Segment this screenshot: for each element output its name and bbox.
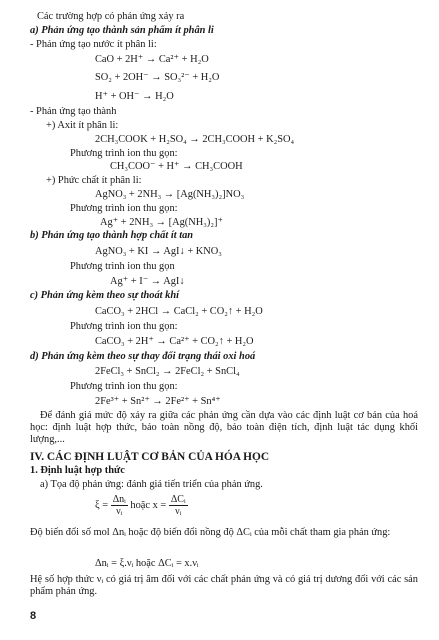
ion-label-c: Phương trình ion thu gọn: bbox=[70, 321, 178, 332]
fraction-dc bbox=[169, 494, 188, 517]
fraction-dn bbox=[111, 494, 128, 517]
fraction-dn-numerator: Δnᵢ bbox=[112, 494, 126, 505]
equation-d1: 2FeCl₃ + SnCl₂ → 2FeCl₂ + SnCl₄ bbox=[95, 366, 240, 377]
equation-a4: 2CH₃COOK + H₂SO₄ → 2CH₃COOH + K₂SO₄ bbox=[95, 134, 295, 145]
section-iv-subheading: 1. Định luật hợp thức bbox=[30, 465, 125, 476]
section-iv-heading: IV. CÁC ĐỊNH LUẬT CƠ BẢN CỦA HÓA HỌC bbox=[30, 451, 270, 463]
section-c-title: c) Phản ứng kèm theo sự thoát khí bbox=[30, 290, 179, 301]
equation-a7: Ag⁺ + 2NH₃ → [Ag(NH₃)₂]⁺ bbox=[100, 217, 223, 228]
formula-change: Δnᵢ = ξ.νᵢ hoặc ΔCᵢ = x.νᵢ bbox=[95, 558, 199, 569]
section-d-paragraph: Để đánh giá mức độ xảy ra giữa các phản ứng cần dựa vào các định luật cơ bản của hoá học: định luật hợp thức, bảo toàn nồng độ, bảo toàn điện tích, định luật tác dụng khối lượng,... bbox=[30, 410, 418, 446]
page-number: 8 bbox=[30, 610, 37, 622]
section-d-title: d) Phản ứng kèm theo sự thay đổi trạng thái oxi hoá bbox=[30, 351, 256, 362]
section-a-sub4: +) Phức chất ít phân li: bbox=[46, 175, 142, 186]
section-a-sub2: - Phản ứng tạo thành bbox=[30, 106, 117, 117]
equation-a1: CaO + 2H⁺ → Ca²⁺ + H₂O bbox=[95, 54, 209, 65]
item-a-line: a) Tọa độ phản ứng: đánh giá tiến triển của phản ứng. bbox=[40, 479, 263, 490]
fraction-dc-denominator: νᵢ bbox=[175, 506, 182, 517]
equation-c1: CaCO₃ + 2HCl → CaCl₂ + CO₂↑ + H₂O bbox=[95, 306, 263, 317]
equation-a5: CH₃COO⁻ + H⁺ → CH₃COOH bbox=[110, 161, 243, 172]
formula-reaction-coordinate bbox=[95, 494, 188, 517]
equation-c2: CaCO₃ + 2H⁺ → Ca²⁺ + CO₂↑ + H₂O bbox=[95, 336, 254, 347]
ion-label-d: Phương trình ion thu gọn: bbox=[70, 381, 178, 392]
intro-line: Các trường hợp có phản ứng xảy ra bbox=[37, 11, 185, 22]
section-a-sub1: - Phản ứng tạo nước ít phân li: bbox=[30, 39, 157, 50]
equation-b2: Ag⁺ + I⁻ → AgI↓ bbox=[110, 276, 185, 287]
equation-a6: AgNO₃ + 2NH₃ → [Ag(NH₃)₂]NO₃ bbox=[95, 189, 245, 200]
formula1-lhs: ξ = bbox=[95, 499, 109, 511]
fraction-dc-numerator: ΔCᵢ bbox=[170, 494, 186, 505]
section-iv-para2: Hệ số hợp thức νᵢ có giá trị âm đối với các chất phản ứng và có giá trị dương đối với các sản phẩm phản ứng. bbox=[30, 574, 418, 598]
section-a-title: a) Phản ứng tạo thành sản phẩm ít phân li bbox=[30, 25, 214, 36]
section-a-sub3: +) Axit ít phân li: bbox=[46, 120, 119, 131]
equation-a2: SO₂ + 2OH⁻ → SO₃²⁻ + H₂O bbox=[95, 72, 220, 83]
equation-d2: 2Fe³⁺ + Sn²⁺ → 2Fe²⁺ + Sn⁴⁺ bbox=[95, 396, 221, 407]
equation-b1: AgNO₃ + KI → AgI↓ + KNO₃ bbox=[95, 246, 222, 257]
fraction-dn-denominator: νᵢ bbox=[116, 506, 123, 517]
equation-a3: H⁺ + OH⁻ → H₂O bbox=[95, 91, 174, 102]
ion-label-a2: Phương trình ion thu gọn: bbox=[70, 203, 178, 214]
ion-label-a1: Phương trình ion thu gọn: bbox=[70, 148, 178, 159]
section-b-title: b) Phản ứng tạo thành hợp chất ít tan bbox=[30, 230, 194, 241]
formula1-mid: hoặc x = bbox=[130, 499, 167, 511]
ion-label-b: Phương trình ion thu gọn bbox=[70, 261, 175, 272]
section-iv-para1: Độ biến đổi số mol Δnᵢ hoặc độ biến đổi nồng độ ΔCᵢ của mỗi chất tham gia phản ứng: bbox=[30, 527, 391, 538]
